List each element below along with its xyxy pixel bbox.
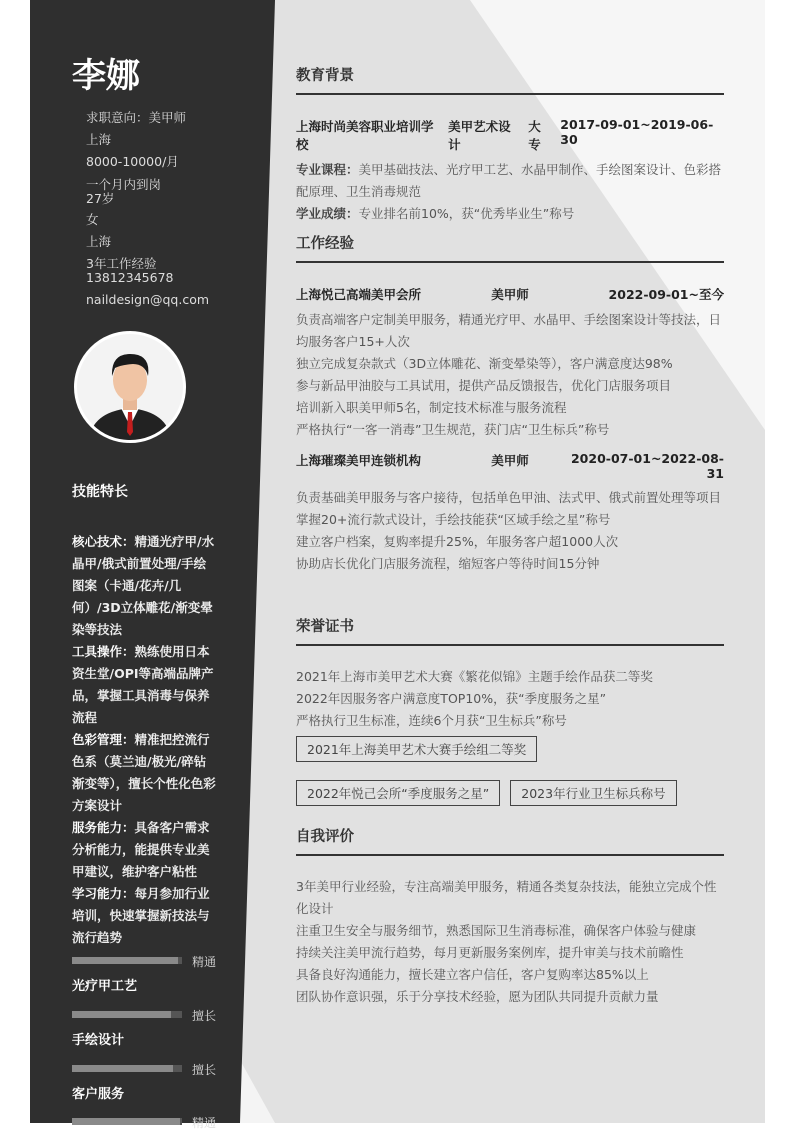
skill-item: 工具操作：熟练使用日本资生堂/OPI等高端品牌产品，掌握工具消毒与保养流程 <box>72 644 214 725</box>
education-section: 教育背景 上海时尚美容职业培训学校 美甲艺术设计 大专 2017-09-01~2019-06-30 专业课程：美甲基础技法、光疗甲工艺、水晶甲制作、手绘图案设计、色彩搭配原理、卫生消毒规范 学业成绩：专业排名前10%，获“优秀毕业生”称号 <box>296 64 724 225</box>
skills-heading: 技能特长 <box>72 484 128 500</box>
honor-tag: 2023年行业卫生标兵称号 <box>510 780 676 806</box>
avatar <box>74 331 186 443</box>
section-title: 自我评价 <box>296 825 724 856</box>
age: 27岁 <box>86 191 115 206</box>
self-line: 持续关注美甲流行趋势，每月更新服务案例库，提升审美与技术前瞻性 <box>296 945 684 960</box>
section-title: 教育背景 <box>296 64 724 95</box>
work-section <box>296 232 724 575</box>
skill-bar-fill <box>72 1011 171 1018</box>
self-line: 团队协作意识强，乐于分享技术经验，愿为团队共同提升贡献力量 <box>296 989 659 1004</box>
courses: 美甲基础技法、光疗甲工艺、水晶甲制作、手绘图案设计、色彩搭配原理、卫生消毒规范 <box>296 162 722 199</box>
work-line: 负责高端客户定制美甲服务，精通光疗甲、水晶甲、手绘图案设计等技法，日均服务客户15+人次 <box>296 312 722 349</box>
work-line: 独立完成复杂款式（3D立体雕花、渐变晕染等），客户满意度达98% <box>296 356 673 371</box>
self-line: 注重卫生安全与服务细节，熟悉国际卫生消毒标准，确保客户体验与健康 <box>296 923 697 938</box>
company: 上海悦己高端美甲会所 <box>296 287 422 302</box>
skill-bar-fill <box>72 1118 180 1125</box>
salary: 8000-10000/月 <box>86 154 179 169</box>
honor-line: 2022年因服务客户满意度TOP10%，获“季度服务之星” <box>296 691 607 706</box>
skill-name: 手绘设计 <box>72 1033 125 1048</box>
honor-tag: 2022年悦己会所“季度服务之星” <box>296 780 500 806</box>
work-line: 培训新入职美甲师5名，制定技术标准与服务流程 <box>296 400 567 415</box>
role: 美甲师 <box>491 287 529 302</box>
section-title: 工作经验 <box>296 232 724 263</box>
skill-item: 学习能力：每月参加行业培训，快速掌握新技法与流行趋势 <box>72 886 210 945</box>
degree: 大专 <box>528 119 541 152</box>
work-line: 掌握20+流行款式设计，手绘技能获“区域手绘之星”称号 <box>296 512 611 527</box>
skill-item: 服务能力：具备客户需求分析能力，能提供专业美甲建议，维护客户粘性 <box>72 820 210 879</box>
skill-bar <box>72 1118 182 1125</box>
honor-line: 2021年上海市美甲艺术大赛《繁花似锦》主题手绘作品获二等奖 <box>296 669 653 684</box>
work-line: 负责基础美甲服务与客户接待，包括单色甲油、法式甲、俄式前置处理等项目 <box>296 490 722 505</box>
skill-level: 精通 <box>192 955 217 969</box>
company: 上海璀璨美甲连锁机构 <box>296 453 422 468</box>
skill-name: 客户服务 <box>72 1087 125 1102</box>
self-line: 3年美甲行业经验，专注高端美甲服务，精通各类复杂技法，能独立完成个性化设计 <box>296 879 717 916</box>
period: 2017-09-01~2019-06-30 <box>560 117 714 147</box>
self-line: 具备良好沟通能力，擅长建立客户信任，客户复购率达85%以上 <box>296 967 649 982</box>
period: 2022-09-01~至今 <box>608 287 724 302</box>
candidate-name: 李娜 <box>72 56 140 96</box>
grades: 专业排名前10%，获“优秀毕业生”称号 <box>358 206 575 221</box>
major: 美甲艺术设计 <box>448 119 511 152</box>
skill-item: 色彩管理：精准把控流行色系（莫兰迪/极光/碎钻渐变等），擅长个性化色彩方案设计 <box>72 732 216 813</box>
residence: 上海 <box>86 234 112 249</box>
availability: 一个月内到岗 <box>86 177 162 192</box>
section-title: 荣誉证书 <box>296 615 724 646</box>
gender: 女 <box>86 212 99 227</box>
skill-bar <box>72 957 182 964</box>
skill-name: 光疗甲工艺 <box>72 979 138 994</box>
work-line: 建立客户档案，复购率提升25%，年服务客户超1000人次 <box>296 534 619 549</box>
skill-item: 核心技术：精通光疗甲/水晶甲/俄式前置处理/手绘图案（卡通/花卉/几何）/3D立体雕花/渐变晕染等技法 <box>72 534 215 637</box>
period: 2020-07-01~2022-08-31 <box>570 451 724 481</box>
skill-bar <box>72 1011 182 1018</box>
honors-section <box>296 615 724 806</box>
skill-bar-fill <box>72 1065 173 1072</box>
role: 美甲师 <box>491 453 529 468</box>
intent-city: 上海 <box>86 132 112 147</box>
school: 上海时尚美容职业培训学校 <box>296 119 434 152</box>
self-evaluation-section <box>296 825 724 1008</box>
skill-level: 擅长 <box>192 1063 217 1077</box>
experience-years: 3年工作经验 <box>86 256 157 271</box>
skill-level: 擅长 <box>192 1009 217 1023</box>
email: naildesign@qq.com <box>86 292 210 307</box>
skills-list <box>72 531 218 949</box>
work-line: 协助店长优化门店服务流程，缩短客户等待时间15分钟 <box>296 556 600 571</box>
skill-level: 精通 <box>192 1116 217 1130</box>
honor-line: 严格执行卫生标准，连续6个月获“卫生标兵”称号 <box>296 713 567 728</box>
skill-bar <box>72 1065 182 1072</box>
work-line: 参与新品甲油胶与工具试用，提供产品反馈报告，优化门店服务项目 <box>296 378 672 393</box>
honor-tag: 2021年上海美甲艺术大赛手绘组二等奖 <box>296 736 537 762</box>
work-line: 严格执行“一客一消毒”卫生规范，获门店“卫生标兵”称号 <box>296 422 610 437</box>
phone: 13812345678 <box>86 270 174 285</box>
job-intent: 求职意向：美甲师 <box>86 110 187 125</box>
skill-bar-fill <box>72 957 178 964</box>
